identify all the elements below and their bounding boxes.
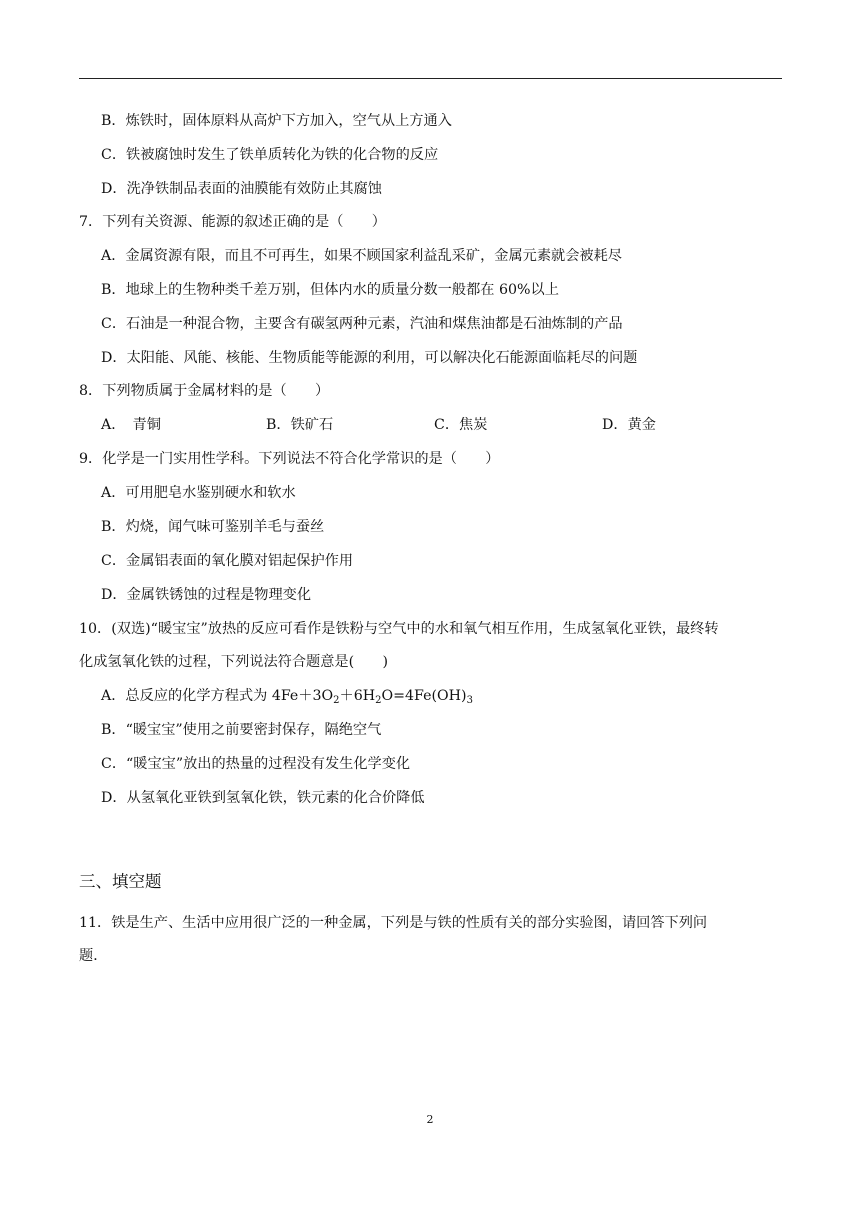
q10-sub: 2 (375, 695, 382, 706)
q8-option-c: C．焦炭 (434, 417, 488, 433)
q6-option-b: B．炼铁时，固体原料从高炉下方加入，空气从上方通入 (101, 113, 452, 129)
q8-stem: 8．下列物质属于金属材料的是（ ） (79, 383, 330, 399)
q11-stem-line2: 题． (79, 948, 108, 964)
q10-option-a-text: ＋6H (339, 688, 376, 704)
q7-option-a: A．金属资源有限，而且不可再生，如果不顾国家利益乱采矿，金属元素就会被耗尽 (101, 248, 622, 264)
q6-option-c: C．铁被腐蚀时发生了铁单质转化为铁的化合物的反应 (101, 147, 439, 163)
q9-stem: 9．化学是一门实用性学科。下列说法不符合化学常识的是（ ） (79, 451, 500, 467)
q10-option-a (101, 686, 473, 706)
q10-stem-line2: 化成氢氧化铁的过程，下列说法符合题意是( ) (79, 654, 389, 670)
q7-option-c: C．石油是一种混合物，主要含有碳氢两种元素，汽油和煤焦油都是石油炼制的产品 (101, 316, 623, 332)
q7-option-b: B．地球上的生物种类千差万别，但体内水的质量分数一般都在 60%以上 (101, 282, 559, 298)
header-rule (79, 78, 782, 79)
q9-option-c: C．金属铝表面的氧化膜对铝起保护作用 (101, 553, 354, 569)
page-number: 2 (426, 1113, 434, 1126)
q9-option-a: A．可用肥皂水鉴别硬水和软水 (101, 485, 296, 501)
q9-option-b: B．灼烧，闻气味可鉴别羊毛与蚕丝 (101, 519, 325, 535)
q10-option-b: B．“暖宝宝”使用之前要密封保存，隔绝空气 (101, 722, 382, 738)
q10-option-d: D．从氢氧化亚铁到氢氧化铁，铁元素的化合价降低 (101, 790, 425, 806)
q9-option-d: D．金属铁锈蚀的过程是物理变化 (101, 587, 312, 603)
q6-option-d: D．洗净铁制品表面的油膜能有效防止其腐蚀 (101, 181, 382, 197)
section-title: 三、填空题 (79, 872, 162, 891)
q10-sub: 2 (333, 695, 340, 706)
q8-option-d: D．黄金 (602, 417, 656, 433)
q10-sub: 3 (466, 695, 473, 706)
q10-option-a-text: A．总反应的化学方程式为 4Fe＋3O (101, 688, 334, 704)
q10-option-a-text: O=4Fe(OH) (381, 688, 467, 704)
q11-stem-line1: 11．铁是生产、生活中应用很广泛的一种金属，下列是与铁的性质有关的部分实验图，请回答下列问 (79, 915, 708, 931)
q10-option-c: C．“暖宝宝”放出的热量的过程没有发生化学变化 (101, 756, 411, 772)
q7-option-d: D．太阳能、风能、核能、生物质能等能源的利用，可以解决化石能源面临耗尽的问题 (101, 350, 638, 366)
q8-option-a: A． 青铜 (101, 417, 161, 433)
q10-stem-line1: 10．(双选)“暖宝宝”放热的反应可看作是铁粉与空气中的水和氧气相互作用，生成氢氧化亚铁，最终转 (79, 621, 719, 637)
q8-option-b: B．铁矿石 (266, 417, 334, 433)
q7-stem: 7．下列有关资源、能源的叙述正确的是（ ） (79, 214, 386, 230)
